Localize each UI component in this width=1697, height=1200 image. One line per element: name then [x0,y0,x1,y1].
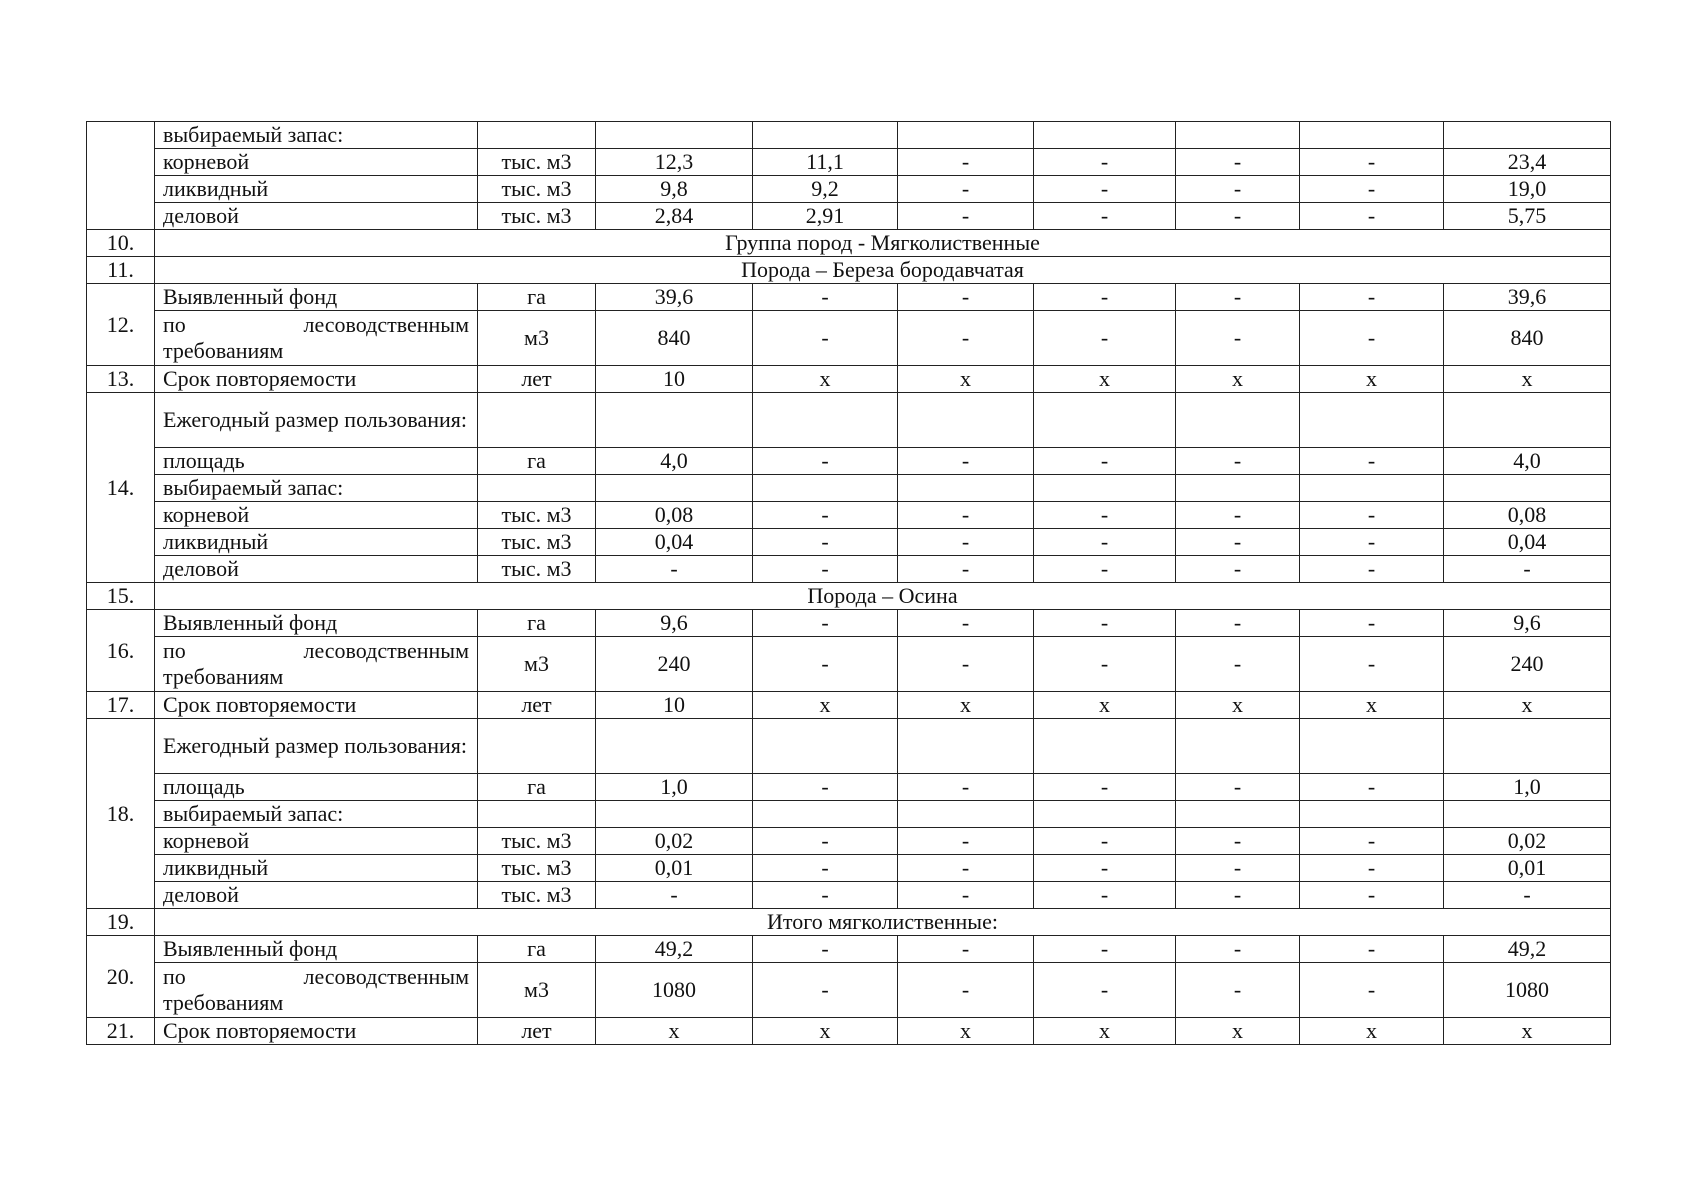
row-number: 11. [87,257,155,284]
total-cell: х [1444,1018,1611,1045]
value-cell: 11,1 [753,149,898,176]
value-cell: - [1176,637,1300,692]
value-cell: х [753,366,898,393]
value-cell: 0,01 [596,855,753,882]
unit-cell: га [478,936,596,963]
value-cell [1176,393,1300,448]
value-cell: 0,08 [596,502,753,529]
value-cell [753,122,898,149]
value-cell: 10 [596,692,753,719]
row-label: Срок повторяемости [155,692,478,719]
value-cell: - [753,882,898,909]
unit-cell [478,122,596,149]
total-cell [1444,122,1611,149]
table-row [87,801,1611,828]
row-label: ликвидный [155,176,478,203]
value-cell: - [1300,203,1444,230]
value-cell: - [1176,529,1300,556]
table-row [87,774,1611,801]
row-label: Выявленный фонд [155,610,478,637]
unit-cell: га [478,610,596,637]
value-cell: - [1176,176,1300,203]
row-number: 14. [87,393,155,583]
value-cell [1034,122,1176,149]
unit-cell: тыс. м3 [478,529,596,556]
total-cell: 5,75 [1444,203,1611,230]
value-cell: - [1034,610,1176,637]
value-cell: - [898,610,1034,637]
value-cell: - [1034,529,1176,556]
value-cell: - [596,882,753,909]
table-row [87,284,1611,311]
value-cell: х [898,692,1034,719]
table-row [87,556,1611,583]
value-cell: х [1176,366,1300,393]
value-cell: - [898,284,1034,311]
row-label: деловой [155,556,478,583]
value-cell [596,393,753,448]
value-cell: - [1176,828,1300,855]
value-cell: - [1300,963,1444,1018]
row-number: 16. [87,610,155,692]
row-number [87,122,155,230]
table-body [87,122,1611,1045]
section-row [87,583,1611,610]
value-cell: - [753,311,898,366]
value-cell: - [753,936,898,963]
total-cell: 0,01 [1444,855,1611,882]
section-title: Итого мягколиственные: [155,909,1611,936]
unit-cell: тыс. м3 [478,176,596,203]
value-cell: 0,02 [596,828,753,855]
value-cell: 240 [596,637,753,692]
value-cell: - [1176,311,1300,366]
value-cell: х [753,1018,898,1045]
value-cell: - [898,637,1034,692]
table-row [87,203,1611,230]
value-cell: 840 [596,311,753,366]
total-cell: 9,6 [1444,610,1611,637]
table-row [87,936,1611,963]
value-cell: - [753,284,898,311]
unit-cell: тыс. м3 [478,556,596,583]
unit-cell: тыс. м3 [478,203,596,230]
value-cell: - [753,963,898,1018]
value-cell: - [1034,448,1176,475]
value-cell: х [1300,692,1444,719]
value-cell: 2,91 [753,203,898,230]
value-cell: - [1300,828,1444,855]
value-cell: - [1176,556,1300,583]
value-cell: - [898,556,1034,583]
value-cell: - [753,529,898,556]
table-row [87,1018,1611,1045]
row-label: по лесоводственным требованиям [155,311,478,366]
value-cell: 2,84 [596,203,753,230]
total-cell: х [1444,692,1611,719]
forest-use-table [86,121,1611,1045]
value-cell: - [1300,637,1444,692]
table-row [87,637,1611,692]
row-label: Ежегодный размер пользования: [155,719,478,774]
value-cell [1300,801,1444,828]
value-cell: - [1176,774,1300,801]
table-row [87,366,1611,393]
value-cell: - [753,855,898,882]
table-row [87,529,1611,556]
value-cell: - [1034,502,1176,529]
total-cell [1444,719,1611,774]
value-cell: - [1176,149,1300,176]
value-cell: х [753,692,898,719]
value-cell: - [753,448,898,475]
row-label: Ежегодный размер пользования: [155,393,478,448]
table-row [87,122,1611,149]
value-cell [596,719,753,774]
row-label: выбираемый запас: [155,122,478,149]
value-cell: - [1176,284,1300,311]
value-cell: - [1176,610,1300,637]
unit-cell [478,475,596,502]
value-cell [898,801,1034,828]
value-cell: - [1176,936,1300,963]
value-cell: - [753,774,898,801]
row-number: 13. [87,366,155,393]
value-cell [1176,122,1300,149]
value-cell: 0,04 [596,529,753,556]
value-cell [753,393,898,448]
table-row [87,610,1611,637]
value-cell: - [1300,936,1444,963]
total-cell [1444,801,1611,828]
value-cell: - [1300,610,1444,637]
value-cell: - [1034,774,1176,801]
unit-cell: м3 [478,311,596,366]
value-cell: - [898,502,1034,529]
table-row [87,311,1611,366]
row-label: Срок повторяемости [155,1018,478,1045]
row-number: 10. [87,230,155,257]
value-cell: - [753,637,898,692]
value-cell: - [1300,855,1444,882]
value-cell: 1,0 [596,774,753,801]
value-cell: - [1300,176,1444,203]
table-row [87,475,1611,502]
value-cell [753,719,898,774]
value-cell: х [898,1018,1034,1045]
value-cell [898,122,1034,149]
row-label: корневой [155,502,478,529]
total-cell: 1080 [1444,963,1611,1018]
unit-cell: тыс. м3 [478,855,596,882]
row-label: Выявленный фонд [155,284,478,311]
value-cell [596,801,753,828]
value-cell: - [898,936,1034,963]
total-cell: 49,2 [1444,936,1611,963]
value-cell: - [1034,284,1176,311]
total-cell [1444,475,1611,502]
value-cell: - [1034,963,1176,1018]
value-cell: - [898,774,1034,801]
value-cell: 9,6 [596,610,753,637]
table-row [87,855,1611,882]
value-cell: - [898,448,1034,475]
row-label: корневой [155,149,478,176]
value-cell: - [1034,203,1176,230]
section-row [87,230,1611,257]
table-row [87,719,1611,774]
value-cell [753,475,898,502]
unit-cell: тыс. м3 [478,502,596,529]
section-row [87,257,1611,284]
value-cell: - [753,502,898,529]
value-cell: - [898,882,1034,909]
row-number: 20. [87,936,155,1018]
unit-cell: лет [478,366,596,393]
value-cell: - [1300,448,1444,475]
value-cell: - [1034,556,1176,583]
value-cell [1300,719,1444,774]
row-label: корневой [155,828,478,855]
value-cell: - [1300,502,1444,529]
value-cell: 9,8 [596,176,753,203]
value-cell: - [1176,448,1300,475]
section-title: Порода – Береза бородавчатая [155,257,1611,284]
unit-cell: тыс. м3 [478,149,596,176]
row-label: ликвидный [155,529,478,556]
value-cell: - [1176,203,1300,230]
row-label: Выявленный фонд [155,936,478,963]
value-cell: 12,3 [596,149,753,176]
total-cell: 0,02 [1444,828,1611,855]
row-number: 19. [87,909,155,936]
unit-cell: лет [478,692,596,719]
value-cell: 4,0 [596,448,753,475]
row-number: 12. [87,284,155,366]
unit-cell: га [478,774,596,801]
value-cell [898,393,1034,448]
value-cell [1176,475,1300,502]
value-cell: 1080 [596,963,753,1018]
table-row [87,963,1611,1018]
value-cell: - [1034,936,1176,963]
row-label: по лесоводственным требованиям [155,963,478,1018]
unit-cell: лет [478,1018,596,1045]
value-cell: - [1034,637,1176,692]
total-cell: 4,0 [1444,448,1611,475]
unit-cell: га [478,284,596,311]
table-row [87,692,1611,719]
row-label: площадь [155,774,478,801]
section-row [87,909,1611,936]
unit-cell [478,393,596,448]
total-cell: 240 [1444,637,1611,692]
value-cell: - [898,529,1034,556]
value-cell: х [1300,366,1444,393]
table-row [87,828,1611,855]
value-cell [1176,719,1300,774]
value-cell: - [898,855,1034,882]
value-cell: - [898,828,1034,855]
value-cell: - [1034,828,1176,855]
value-cell: х [1034,366,1176,393]
value-cell: - [753,828,898,855]
row-number: 18. [87,719,155,909]
value-cell [1034,719,1176,774]
row-label: ликвидный [155,855,478,882]
total-cell: 23,4 [1444,149,1611,176]
value-cell: 9,2 [753,176,898,203]
unit-cell: тыс. м3 [478,828,596,855]
value-cell: - [1034,855,1176,882]
value-cell: 49,2 [596,936,753,963]
total-cell: 840 [1444,311,1611,366]
value-cell: х [1176,1018,1300,1045]
value-cell [1300,475,1444,502]
table-row [87,448,1611,475]
value-cell [898,719,1034,774]
value-cell [596,475,753,502]
value-cell: - [1300,556,1444,583]
value-cell: х [1176,692,1300,719]
value-cell: - [753,610,898,637]
row-label: выбираемый запас: [155,801,478,828]
value-cell: - [1300,529,1444,556]
value-cell: х [1034,692,1176,719]
total-cell: 0,04 [1444,529,1611,556]
table-row [87,502,1611,529]
total-cell: 0,08 [1444,502,1611,529]
value-cell [1034,801,1176,828]
value-cell: - [898,963,1034,1018]
value-cell: 10 [596,366,753,393]
row-label: Срок повторяемости [155,366,478,393]
value-cell [1034,475,1176,502]
value-cell: - [1176,963,1300,1018]
value-cell: - [1034,882,1176,909]
table-row [87,149,1611,176]
table-row [87,393,1611,448]
total-cell: х [1444,366,1611,393]
row-label: по лесоводственным требованиям [155,637,478,692]
value-cell: - [1176,855,1300,882]
row-number: 21. [87,1018,155,1045]
unit-cell [478,719,596,774]
unit-cell: га [478,448,596,475]
total-cell [1444,393,1611,448]
value-cell: - [1300,311,1444,366]
value-cell: - [898,149,1034,176]
row-label: деловой [155,882,478,909]
value-cell: - [1176,502,1300,529]
value-cell: - [1300,882,1444,909]
value-cell: х [1300,1018,1444,1045]
value-cell: - [1300,149,1444,176]
value-cell [753,801,898,828]
row-label: выбираемый запас: [155,475,478,502]
value-cell: - [1176,882,1300,909]
value-cell [1034,393,1176,448]
row-number: 17. [87,692,155,719]
value-cell: - [1300,284,1444,311]
value-cell: - [1034,149,1176,176]
value-cell: - [753,556,898,583]
unit-cell: м3 [478,637,596,692]
row-number: 15. [87,583,155,610]
unit-cell: тыс. м3 [478,882,596,909]
value-cell: - [898,311,1034,366]
table-row [87,882,1611,909]
value-cell [596,122,753,149]
row-label: деловой [155,203,478,230]
section-title: Группа пород - Мягколиственные [155,230,1611,257]
total-cell: - [1444,882,1611,909]
value-cell: - [1034,176,1176,203]
value-cell [1300,393,1444,448]
section-title: Порода – Осина [155,583,1611,610]
row-label: площадь [155,448,478,475]
total-cell: 39,6 [1444,284,1611,311]
value-cell [898,475,1034,502]
table-row [87,176,1611,203]
value-cell: х [596,1018,753,1045]
value-cell: - [1300,774,1444,801]
value-cell: - [1034,311,1176,366]
total-cell: 1,0 [1444,774,1611,801]
value-cell [1176,801,1300,828]
total-cell: - [1444,556,1611,583]
value-cell: - [898,203,1034,230]
value-cell: - [596,556,753,583]
unit-cell [478,801,596,828]
value-cell: х [898,366,1034,393]
value-cell [1300,122,1444,149]
value-cell: 39,6 [596,284,753,311]
value-cell: х [1034,1018,1176,1045]
unit-cell: м3 [478,963,596,1018]
value-cell: - [898,176,1034,203]
total-cell: 19,0 [1444,176,1611,203]
